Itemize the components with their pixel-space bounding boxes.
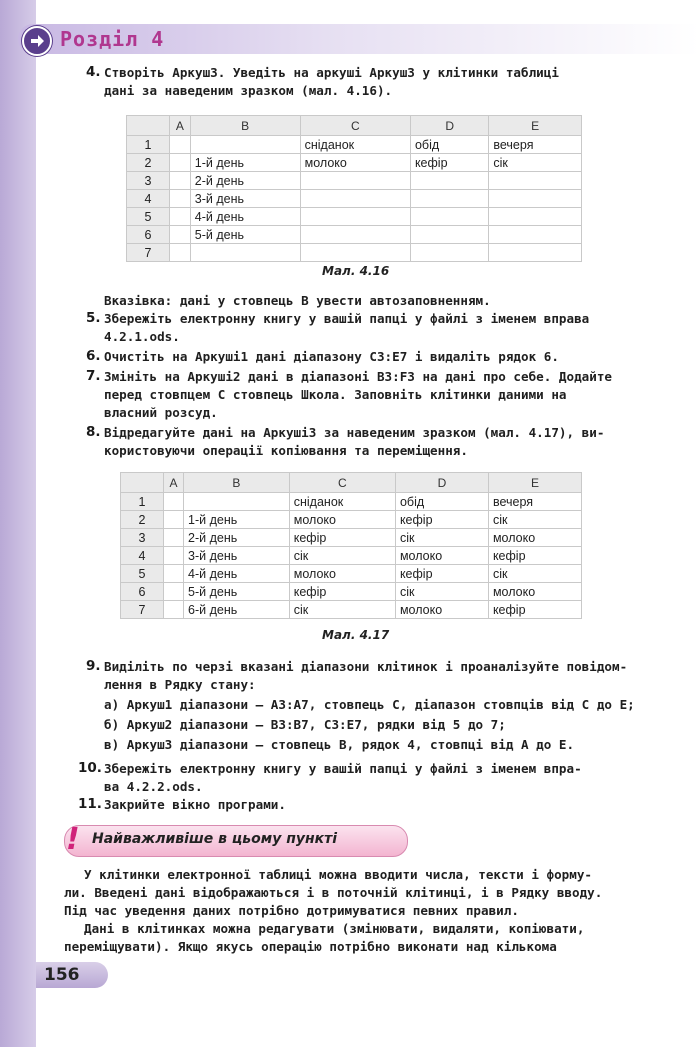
table-cell	[300, 190, 410, 208]
text-line: Збережіть електронну книгу у вашій папці у файлі з іменем вправа	[104, 311, 590, 326]
column-header: D	[410, 116, 488, 136]
table-cell: 5-й день	[190, 226, 300, 244]
row-header: 3	[121, 529, 164, 547]
row-header: 6	[121, 583, 164, 601]
column-header: B	[184, 473, 290, 493]
table-cell: сніданок	[300, 136, 410, 154]
column-header: C	[300, 116, 410, 136]
text-line: власний розсуд.	[104, 405, 218, 420]
table-cell	[190, 244, 300, 262]
text-line: Відредагуйте дані на Аркуші3 за наведеним зразком (мал. 4.17), ви-	[104, 425, 605, 440]
table-cell: молоко	[395, 547, 488, 565]
table-cell	[170, 244, 191, 262]
chapter-title: Розділ 4	[60, 27, 165, 51]
text-line: ва 4.2.2.ods.	[104, 779, 203, 794]
text-line: Збережіть електронну книгу у вашій папці у файлі з іменем впра-	[104, 761, 582, 776]
text-line: У клітинки електронної таблиці можна вводити числа, тексти і форму-	[84, 867, 592, 882]
table-cell	[410, 244, 488, 262]
table-cell	[300, 172, 410, 190]
table-cell	[190, 136, 300, 154]
column-header: A	[164, 473, 184, 493]
table-row	[127, 190, 582, 208]
table-cell: 3-й день	[190, 190, 300, 208]
table-cell	[170, 208, 191, 226]
text-line: б) Аркуш2 діапазони – B3:B7, C3:E7, рядки від 5 до 7;	[104, 717, 506, 732]
text-line: Створіть Аркуш3. Уведіть на аркуші Аркуш3 у клітинки таблиці	[104, 65, 559, 80]
text-line: перед стовпцем C стовпець Школа. Заповніть клітинки даними на	[104, 387, 567, 402]
row-header: 6	[127, 226, 170, 244]
text-line: дані за наведеним зразком (мал. 4.16).	[104, 83, 393, 98]
text-line: Закрийте вікно програми.	[104, 797, 286, 812]
table-row	[121, 565, 582, 583]
spreadsheet-table-4-17	[120, 472, 582, 619]
item-number: 10.	[78, 760, 102, 776]
row-header: 3	[127, 172, 170, 190]
row-header: 2	[127, 154, 170, 172]
table-row	[127, 172, 582, 190]
table-cell	[164, 529, 184, 547]
table-cell	[184, 493, 290, 511]
table-cell	[170, 154, 191, 172]
arrow-right-icon	[22, 26, 52, 56]
left-sidebar	[0, 0, 36, 1047]
row-header: 2	[121, 511, 164, 529]
table-cell: молоко	[488, 583, 581, 601]
item-number: 7.	[86, 368, 101, 384]
table-cell	[164, 601, 184, 619]
table-cell: сік	[488, 511, 581, 529]
text-line: Виділіть по черзі вказані діапазони клітинок і проаналізуйте повідом-	[104, 659, 628, 674]
column-header: D	[395, 473, 488, 493]
table-cell: 3-й день	[184, 547, 290, 565]
text-line: Очистіть на Аркуші1 дані діапазону C3:E7 і видаліть рядок 6.	[104, 349, 559, 364]
text-line: а) Аркуш1 діапазони – A3:A7, стовпець C, діапазон стовпців від C до E;	[104, 697, 635, 712]
row-header: 1	[121, 493, 164, 511]
figure-caption: Мал. 4.17	[322, 628, 390, 642]
table-cell: сік	[488, 565, 581, 583]
text-line: ли. Введені дані відображаються і в поточній клітинці, і в Рядку вводу.	[64, 885, 603, 900]
key-points-title: Найважливіше в цьому пункті	[92, 831, 338, 847]
corner-cell	[127, 116, 170, 136]
text-line: лення в Рядку стану:	[104, 677, 256, 692]
table-cell	[164, 511, 184, 529]
table-cell: молоко	[488, 529, 581, 547]
text-line: Дані в клітинках можна редагувати (змінювати, видаляти, копіювати,	[84, 921, 585, 936]
item-number: 8.	[86, 424, 101, 440]
row-header: 7	[127, 244, 170, 262]
table-cell: обід	[410, 136, 488, 154]
table-cell: 1-й день	[190, 154, 300, 172]
column-header: A	[170, 116, 191, 136]
table-cell: 2-й день	[184, 529, 290, 547]
table-cell: сік	[395, 583, 488, 601]
text-line: Вказівка: дані у стовпець B увести автозаповненням.	[104, 293, 491, 308]
item-number: 6.	[86, 348, 101, 364]
table-cell: молоко	[289, 511, 395, 529]
row-header: 4	[121, 547, 164, 565]
table-cell	[170, 136, 191, 154]
table-cell	[489, 226, 582, 244]
table-cell: молоко	[300, 154, 410, 172]
table-cell: вечеря	[488, 493, 581, 511]
item-number: 11.	[78, 796, 102, 812]
table-cell	[489, 244, 582, 262]
table-cell: кефір	[395, 511, 488, 529]
text-line: користовуючи операції копіювання та переміщення.	[104, 443, 468, 458]
table-cell: 2-й день	[190, 172, 300, 190]
table-cell	[300, 208, 410, 226]
table-cell	[410, 172, 488, 190]
table-cell: 1-й день	[184, 511, 290, 529]
table-cell: кефір	[488, 601, 581, 619]
table-cell: кефір	[395, 565, 488, 583]
table-row	[121, 493, 582, 511]
table-cell: кефір	[488, 547, 581, 565]
table-cell: кефір	[289, 583, 395, 601]
table-row	[121, 529, 582, 547]
table-row	[127, 154, 582, 172]
table-cell: сік	[395, 529, 488, 547]
item-number: 5.	[86, 310, 101, 326]
table-cell	[489, 172, 582, 190]
table-cell	[300, 244, 410, 262]
table-cell	[489, 208, 582, 226]
row-header: 4	[127, 190, 170, 208]
table-row	[121, 511, 582, 529]
table-cell: молоко	[289, 565, 395, 583]
table-row	[121, 547, 582, 565]
table-row	[127, 226, 582, 244]
row-header: 5	[121, 565, 164, 583]
column-header: E	[489, 116, 582, 136]
column-header: B	[190, 116, 300, 136]
table-cell: сік	[289, 547, 395, 565]
table-cell: обід	[395, 493, 488, 511]
row-header: 7	[121, 601, 164, 619]
table-cell: молоко	[395, 601, 488, 619]
table-cell	[164, 583, 184, 601]
text-line: переміщувати). Якщо якусь операцію потрібно виконати над кількома	[64, 939, 557, 954]
text-line: Під час уведення даних потрібно дотримуватися певних правил.	[64, 903, 519, 918]
table-cell: 4-й день	[190, 208, 300, 226]
table-cell	[410, 226, 488, 244]
table-cell	[164, 493, 184, 511]
spreadsheet-table-4-16	[126, 115, 582, 262]
table-row	[127, 244, 582, 262]
text-line: 4.2.1.ods.	[104, 329, 180, 344]
table-cell: кефір	[410, 154, 488, 172]
table-cell	[410, 190, 488, 208]
table-cell: сік	[289, 601, 395, 619]
item-number: 9.	[86, 658, 101, 674]
table-cell: вечеря	[489, 136, 582, 154]
page-number: 156	[44, 965, 80, 985]
column-header: C	[289, 473, 395, 493]
table-cell	[300, 226, 410, 244]
table-row	[127, 208, 582, 226]
item-number: 4.	[86, 64, 101, 80]
text-line: в) Аркуш3 діапазони – стовпець B, рядок 4, стовпці від A до E.	[104, 737, 575, 752]
table-cell	[170, 190, 191, 208]
exclamation-icon: !	[66, 822, 80, 857]
figure-caption: Мал. 4.16	[322, 264, 390, 278]
table-cell: сік	[489, 154, 582, 172]
table-cell	[170, 172, 191, 190]
row-header: 5	[127, 208, 170, 226]
row-header: 1	[127, 136, 170, 154]
table-row	[121, 583, 582, 601]
table-cell	[164, 547, 184, 565]
table-cell	[170, 226, 191, 244]
column-header: E	[488, 473, 581, 493]
table-cell: 4-й день	[184, 565, 290, 583]
table-cell	[489, 190, 582, 208]
table-cell: сніданок	[289, 493, 395, 511]
table-cell: 6-й день	[184, 601, 290, 619]
table-cell	[410, 208, 488, 226]
table-cell	[164, 565, 184, 583]
table-cell: кефір	[289, 529, 395, 547]
table-row	[127, 136, 582, 154]
corner-cell	[121, 473, 164, 493]
text-line: Змініть на Аркуші2 дані в діапазоні B3:F3 на дані про себе. Додайте	[104, 369, 612, 384]
table-row	[121, 601, 582, 619]
table-cell: 5-й день	[184, 583, 290, 601]
